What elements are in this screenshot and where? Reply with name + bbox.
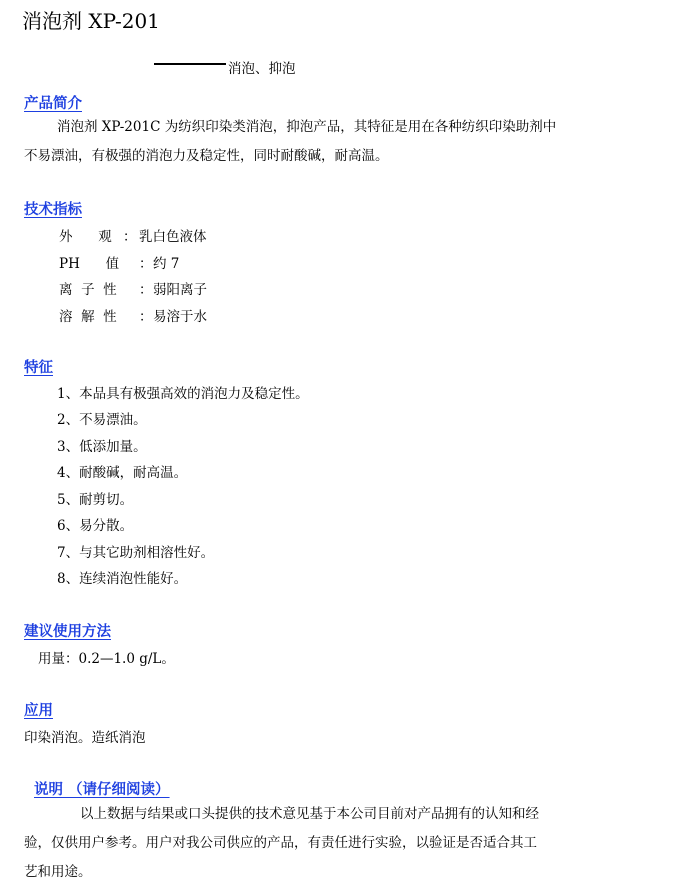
spec-value: 约 7 <box>153 256 180 272</box>
spec-value: 易溶于水 <box>153 309 207 325</box>
spec-row-appearance <box>59 225 207 245</box>
spec-label: 溶 解 性 <box>59 309 117 325</box>
spec-sep: ： <box>139 282 153 298</box>
spec-value: 乳白色液体 <box>139 229 207 245</box>
feature-item: 2、不易漂油。 <box>57 412 147 428</box>
intro-line-2: 不易漂油，有极强的消泡力及稳定性，同时耐酸碱，耐高温。 <box>24 148 389 164</box>
note-line-1: 以上数据与结果或口头提供的技术意见基于本公司目前对产品拥有的认知和经 <box>80 806 539 822</box>
feature-item: 3、低添加量。 <box>57 439 147 455</box>
usage-heading: 建议使用方法 <box>24 623 111 640</box>
feature-item: 5、耐剪切。 <box>57 492 134 508</box>
spec-sep: ： <box>139 309 153 325</box>
application-text: 印染消泡。造纸消泡 <box>24 730 146 746</box>
feature-item: 7、与其它助剂相溶性好。 <box>57 545 215 561</box>
spec-label: 外 观 <box>59 229 112 245</box>
subtitle-dash <box>154 63 226 65</box>
spec-label: 离 子 性 <box>59 282 117 298</box>
document-title: 消泡剂 XP-201 <box>22 9 160 33</box>
spec-value: 弱阳离子 <box>153 282 207 298</box>
feature-item: 1、本品具有极强高效的消泡力及稳定性。 <box>57 386 309 402</box>
note-heading: 说明 （请仔细阅读） <box>34 781 170 798</box>
feature-item: 8、连续消泡性能好。 <box>57 571 188 587</box>
spec-sep: ： <box>139 256 153 272</box>
features-heading: 特征 <box>24 359 53 376</box>
spec-row-ph <box>59 252 179 272</box>
note-paragraph <box>24 800 654 887</box>
feature-item: 6、易分散。 <box>57 518 134 534</box>
note-line-3: 艺和用途。 <box>24 864 92 880</box>
spec-label: PH 值 <box>59 256 120 272</box>
note-line-2: 验，仅供用户参考。用户对我公司供应的产品，有责任进行实验，以验证是否适合其工 <box>24 835 537 851</box>
spec-sep: ： <box>123 229 137 245</box>
application-heading: 应用 <box>24 702 53 719</box>
document-subtitle: 消泡、抑泡 <box>228 61 296 77</box>
intro-heading: 产品简介 <box>24 95 82 112</box>
usage-text: 用量：0.2—1.0 g/L。 <box>38 651 175 667</box>
spec-row-ionic <box>59 278 207 298</box>
spec-row-solubility <box>59 305 207 325</box>
specs-heading: 技术指标 <box>24 201 82 218</box>
intro-paragraph <box>24 113 654 171</box>
feature-item: 4、耐酸碱，耐高温。 <box>57 465 188 481</box>
intro-line-1: 消泡剂 XP-201C 为纺织印染类消泡，抑泡产品，其特征是用在各种纺织印染助剂中 <box>57 119 557 135</box>
